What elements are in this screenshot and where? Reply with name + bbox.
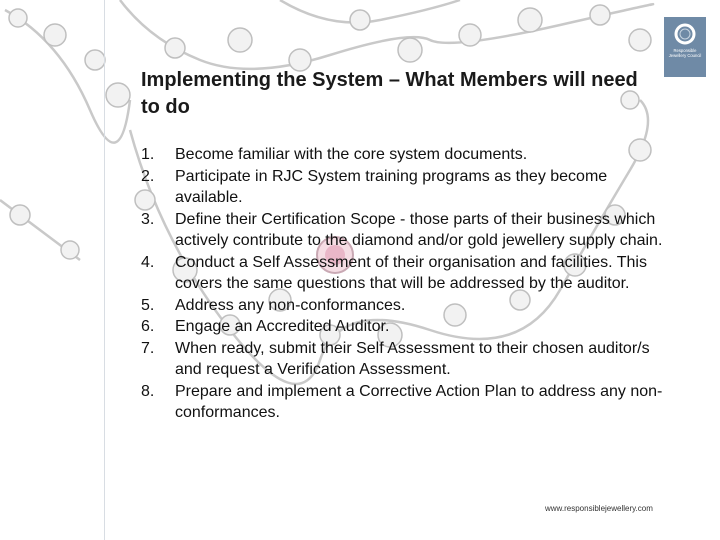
- step-number: 8.: [141, 382, 155, 400]
- list-item: [141, 338, 666, 381]
- list-item: [141, 252, 666, 295]
- step-number: 4.: [141, 253, 155, 271]
- step-number: 1.: [141, 146, 155, 163]
- step-number: 3.: [141, 210, 155, 228]
- step-text: When ready, submit their Self Assessment to their chosen auditor/s and request a Verification Assessment.: [175, 339, 650, 378]
- step-text: Prepare and implement a Corrective Action Plan to address any non-conformances.: [175, 382, 663, 421]
- step-text: Define their Certification Scope - those parts of their business which actively contribute to the diamond and/or gold jewellery supply chain.: [175, 210, 663, 249]
- step-number: 2.: [141, 167, 155, 185]
- list-item: [141, 316, 666, 338]
- step-text: Become familiar with the core system documents.: [175, 146, 528, 163]
- list-item: [141, 144, 666, 166]
- step-text: Participate in RJC System training programs as they become available.: [175, 167, 608, 206]
- rjc-logo: [664, 17, 706, 77]
- step-text: Address any non-conformances.: [175, 296, 406, 314]
- logo-text: Responsible Jewellery Council: [668, 48, 702, 58]
- logo-ring-icon: [673, 22, 697, 46]
- list-item: [141, 209, 666, 252]
- slide-title: Implementing the System – What Members will need to do: [141, 69, 638, 118]
- step-text: Conduct a Self Assessment of their organisation and facilities. This covers the same questions that will be addressed by the auditor.: [175, 253, 647, 292]
- steps-list: [141, 144, 666, 424]
- list-item: [141, 166, 666, 209]
- step-number: 5.: [141, 296, 155, 314]
- footer-url: www.responsiblejewellery.com: [545, 504, 653, 513]
- step-number: 6.: [141, 318, 155, 335]
- step-text: Engage an Accredited Auditor.: [175, 318, 390, 335]
- left-divider: [104, 0, 105, 540]
- list-item: [141, 295, 666, 317]
- step-number: 7.: [141, 339, 155, 357]
- list-item: [141, 381, 666, 424]
